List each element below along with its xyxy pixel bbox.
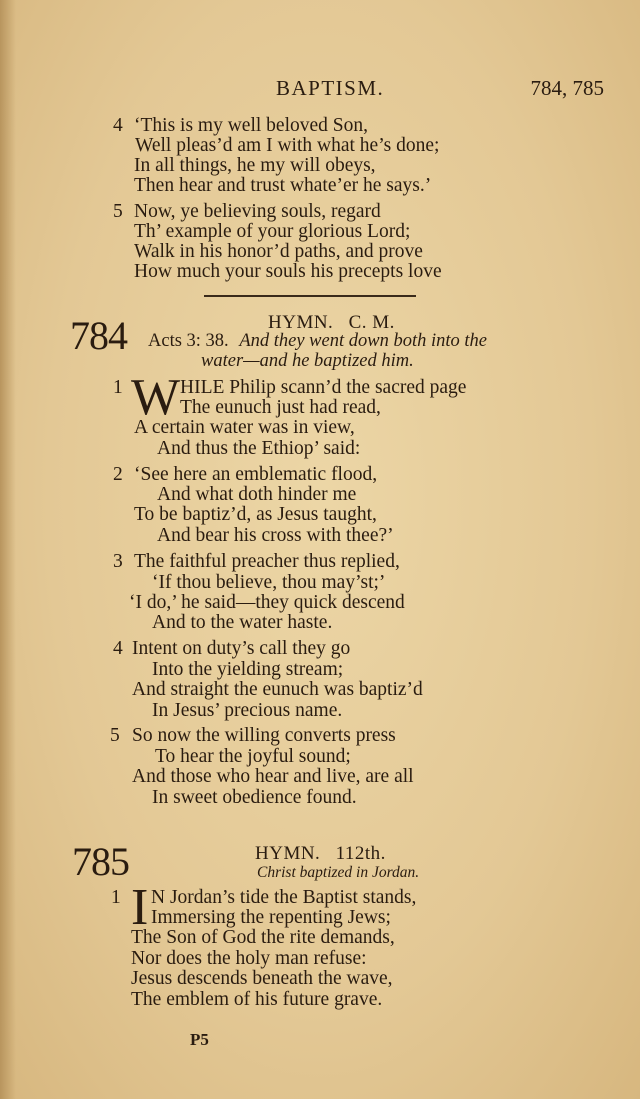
verse-line: And those who hear and live, are all [132, 766, 414, 787]
verse-line: And to the water haste. [152, 612, 333, 633]
hymn-meter: C. M. [348, 312, 395, 333]
verse-line: Nor does the holy man refuse: [131, 948, 367, 969]
verse-number: 5 [113, 201, 123, 222]
verse-line: To hear the joyful sound; [155, 746, 351, 767]
hymn-title-word: HYMN. [268, 312, 334, 333]
verse-line: The Son of God the rite demands, [131, 927, 395, 948]
verse-number: 4 [113, 115, 123, 136]
scripture-line-1 [148, 331, 487, 352]
header-hymn-numbers: 784, 785 [530, 76, 604, 100]
verse-line: ‘If thou believe, thou may’st;’ [152, 572, 386, 593]
verse-line: And bear his cross with thee?’ [157, 525, 394, 546]
drop-cap: I [131, 879, 149, 936]
verse-line: So now the willing converts press [132, 725, 396, 746]
verse-line: Well pleas’d am I with what he’s done; [135, 135, 440, 156]
running-header [0, 76, 640, 102]
verse-line: In all things, he my will obeys, [134, 155, 376, 176]
hymn-title [255, 843, 386, 865]
verse-line: Th’ example of your glorious Lord; [134, 221, 411, 242]
verse-line: In Jesus’ precious name. [152, 700, 343, 721]
hymn-meter: 112th. [335, 843, 386, 864]
verse-line: How much your souls his precepts love [134, 261, 442, 282]
verse-line: In sweet obedience found. [152, 787, 357, 808]
hymn-title-word: HYMN. [255, 843, 321, 864]
verse-line: The faithful preacher thus replied, [134, 551, 400, 572]
verse-number: 4 [113, 638, 123, 659]
verse-line: ‘See here an emblematic flood, [134, 464, 378, 485]
verse-number: 5 [110, 725, 120, 746]
verse-number: 1 [111, 887, 121, 908]
hymn-subtitle: Christ baptized in Jordan. [257, 864, 420, 881]
verse-line: The emblem of his future grave. [131, 989, 383, 1010]
hymn-number-784: 784 [70, 313, 127, 358]
verse-line: A certain water was in view, [134, 417, 355, 438]
verse-line: Now, ye believing souls, regard [134, 201, 381, 222]
signature-mark: P5 [190, 1030, 209, 1049]
scripture-text: And they went down both into the [239, 331, 487, 351]
drop-cap: W [131, 369, 181, 426]
verse-line: Immersing the repenting Jews; [151, 907, 391, 928]
verse-line: ‘I do,’ he said—they quick descend [129, 592, 405, 613]
verse-line: And thus the Ethiop’ said: [157, 438, 361, 459]
scripture-line-2: water—and he baptized him. [201, 351, 414, 371]
verse-number: 1 [113, 377, 123, 398]
verse-line: Into the yielding stream; [152, 659, 344, 680]
verse-line: The eunuch just had read, [180, 397, 381, 418]
page-edge-shadow [0, 0, 16, 1099]
verse-line: Then hear and trust whate’er he says.’ [134, 175, 432, 196]
verse-line: N Jordan’s tide the Baptist stands, [151, 887, 417, 908]
verse-number: 3 [113, 551, 123, 572]
verse-line: Jesus descends beneath the wave, [131, 968, 393, 989]
verse-line: ‘This is my well beloved Son, [134, 115, 368, 136]
section-divider [204, 295, 416, 297]
verse-line: And straight the eunuch was baptiz’d [132, 679, 423, 700]
scripture-ref: Acts 3: 38. [148, 331, 229, 351]
verse-number: 2 [113, 464, 123, 485]
verse-line: HILE Philip scann’d the sacred page [180, 377, 467, 398]
verse-line: And what doth hinder me [157, 484, 357, 505]
verse-line: Intent on duty’s call they go [132, 638, 351, 659]
verse-line: To be baptiz’d, as Jesus taught, [134, 504, 377, 525]
hymn-number-785: 785 [72, 839, 129, 884]
section-title: BAPTISM. [276, 76, 385, 100]
verse-line: Walk in his honor’d paths, and prove [134, 241, 423, 262]
